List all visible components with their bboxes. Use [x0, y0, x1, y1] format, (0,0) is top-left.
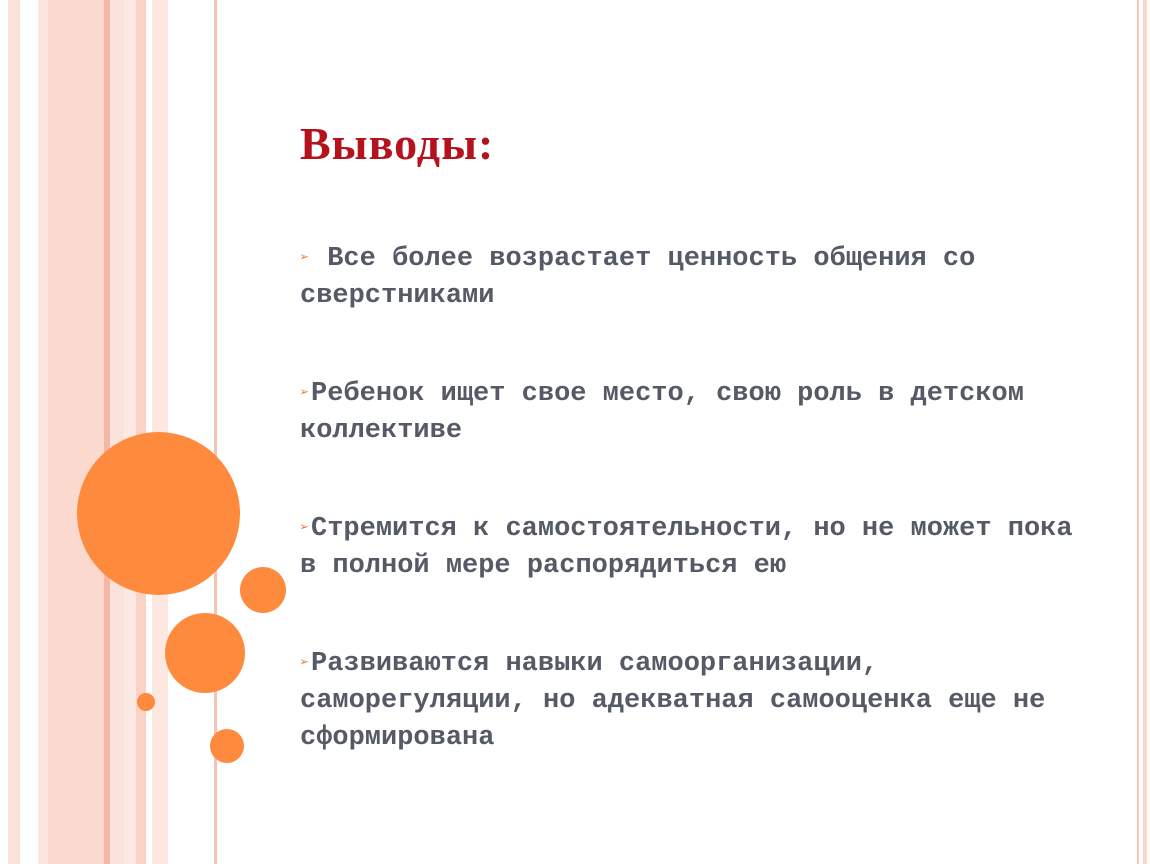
decor-circle-small — [137, 693, 155, 711]
bullet-text: Все более возрастает ценность общения со сверстниками — [300, 244, 976, 311]
decor-circle-small — [210, 729, 244, 763]
decor-stripe — [8, 0, 20, 864]
arrow-bullet-icon: ➢ — [300, 655, 310, 672]
bullet-list — [300, 240, 1090, 817]
decor-stripe-right — [1137, 0, 1139, 864]
decor-circle-medium — [240, 567, 286, 613]
bullet-text: Развиваются навыки самоорганизации, саморегуляции, но адекватная самооценка еще не сформирована — [300, 649, 1046, 753]
decor-stripe — [124, 0, 136, 864]
bullet-item — [300, 240, 1090, 315]
bullet-text: Ребенок ищет свое место, свою роль в детском коллективе — [300, 379, 1024, 446]
decor-stripe — [48, 0, 104, 864]
decor-circle-large — [77, 432, 240, 595]
decor-circle-medium — [165, 613, 245, 693]
decor-stripe — [110, 0, 124, 864]
bullet-item — [300, 510, 1090, 585]
decor-stripe — [136, 0, 146, 864]
decor-stripe — [38, 0, 48, 864]
bullet-item — [300, 375, 1090, 450]
arrow-bullet-icon: ➢ — [300, 520, 310, 537]
arrow-bullet-icon: ➢ — [300, 250, 310, 267]
decor-stripe-right — [1143, 0, 1147, 864]
bullet-item — [300, 645, 1090, 757]
bullet-text: Стремится к самостоятельности, но не может пока в полной мере распорядиться ею — [300, 514, 1073, 581]
slide-title: Выводы: — [300, 118, 495, 169]
arrow-bullet-icon: ➢ — [300, 385, 310, 402]
